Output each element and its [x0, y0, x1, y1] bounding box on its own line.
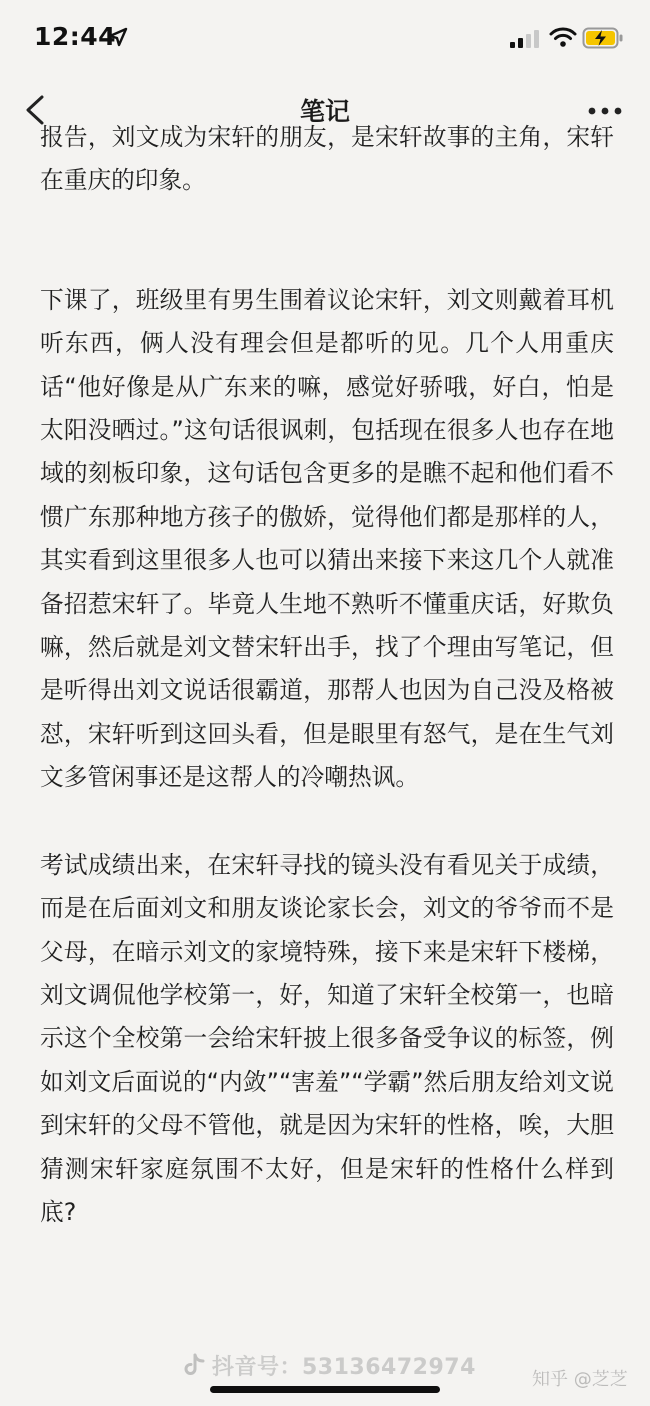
- note-content[interactable]: [0, 123, 650, 1406]
- battery-charging-icon: [582, 26, 624, 50]
- douyin-watermark-text: 抖音号：53136472974: [212, 1355, 476, 1380]
- signal-bars-icon: [510, 30, 540, 48]
- status-time: 12:44: [34, 22, 117, 51]
- paragraph-2: 下课了，班级里有男生围着议论宋轩，刘文则戴着耳机听东西，俩人没有理会但是都听的见。几个人用重庆话“他好像是从广东来的嘛，感觉好骄哦，好白，怕是太阳没晒过。”这句话很讽刺，包括现在很多人也存在地域的刻板印象，这句话包含更多的是瞧不起和他们看不惯广东那种地方孩子的傲娇，觉得他们都是那样的人，其实看到这里很多人也可以猜出来接下来这几个人就准备招惹宋轩了。毕竟人生地不熟听不懂重庆话，好欺负嘛，然后就是刘文替宋轩出手，找了个理由写笔记，但是听得出刘文说话很霸道，那帮人也因为自己没及格被怼，宋轩听到这回头看，但是眼里有怒气，是在生气刘文多管闲事还是这帮人的冷嘲热讽。: [40, 285, 614, 792]
- home-indicator[interactable]: [210, 1386, 440, 1393]
- page-title: 笔记: [299, 97, 350, 126]
- tiktok-note-icon: [184, 1353, 206, 1377]
- status-bar: [0, 0, 650, 78]
- paragraph-1: 报告，刘文成为宋轩的朋友，是宋轩故事的主角，宋轩在重庆的印象。: [40, 123, 614, 195]
- paragraph-3: 考试成绩出来，在宋轩寻找的镜头没有看见关于成绩，而是在后面刘文和朋友谈论家长会，刘文的爷爷而不是父母，在暗示刘文的家境特殊，接下来是宋轩下楼梯，刘文调侃他学校第一，好，知道了宋轩全校第一，也暗示这个全校第一会给宋轩披上很多备受争议的标签，例如刘文后面说的“内敛”“害羞”“学霸”然后朋友给刘文说到宋轩的父母不管他，就是因为宋轩的性格，唉，大胆猜测宋轩家庭氛围不太好，但是宋轩的性格什么样到底?: [40, 850, 614, 1226]
- wifi-icon: [550, 26, 576, 48]
- note-article: [40, 116, 614, 1234]
- zhihu-watermark: 知乎 @芝芝: [532, 1369, 628, 1390]
- douyin-watermark: [184, 1350, 476, 1381]
- location-arrow-icon: [108, 27, 128, 47]
